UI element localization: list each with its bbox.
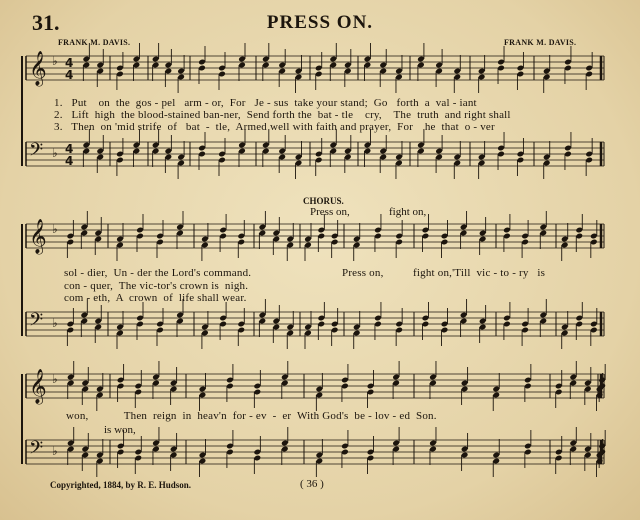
svg-text:4: 4 [65,68,74,82]
verse-3-line-1: 3. Then on 'mid strife of bat - tle, Armed well with faith and prayer, For he that o - ver [54,121,495,133]
verse-2-line-1: 2. Lift high the blood-stained ban-ner, Send forth the bat - tle cry, The truth and right shall [54,109,511,121]
svg-text:𝄞: 𝄞 [29,369,47,404]
svg-text:𝄞: 𝄞 [29,51,47,86]
music-credit: FRANK M. DAVIS. [504,38,577,47]
svg-text:♭: ♭ [52,372,58,386]
svg-text:♭: ♭ [52,146,58,160]
svg-text:4: 4 [65,154,74,168]
chorus-line-3: won, Then reign in heav'n for - ev - er With God's be - lov - ed Son. [66,410,437,422]
verse-1-line-1: 1. Put on the gos - pel arm - or, For Je - sus take your stand; Go forth a val - iant [54,97,477,109]
chorus-cue-press-on: Press on, [310,206,350,218]
svg-text:♭: ♭ [52,222,58,236]
svg-text:♭: ♭ [52,316,58,330]
chorus-line-2: Press on, fight on,'Till vic - to - ry is [342,267,546,279]
svg-text:𝄢: 𝄢 [29,310,44,335]
chorus-label: CHORUS. [303,196,344,206]
copyright-notice: Copyrighted, 1884, by R. E. Hudson. [50,480,192,490]
words-credit: FRANK M. DAVIS. [58,38,131,47]
svg-text:4: 4 [65,142,74,156]
svg-text:𝄢: 𝄢 [29,438,44,463]
verse-3-line-2: com - eth, A crown of life shall wear. [64,292,247,304]
hymn-number: 31. [32,10,60,35]
svg-text:𝄢: 𝄢 [29,140,44,165]
svg-text:4: 4 [65,56,74,70]
svg-text:𝄞: 𝄞 [29,219,47,254]
verse-1-line-2: sol - dier, Un - der the Lord's command. [64,267,252,279]
chorus-cue-fight-on: fight on, [389,206,427,218]
svg-text:♭: ♭ [52,444,58,458]
svg-text:♭: ♭ [52,54,58,68]
page-number: ( 36 ) [300,478,324,490]
hymn-title: PRESS ON. [266,12,374,33]
verse-2-line-2: con - quer, The vic-tor's crown is nigh. [64,280,249,292]
bass-cue-is-won: is won, [104,424,136,436]
